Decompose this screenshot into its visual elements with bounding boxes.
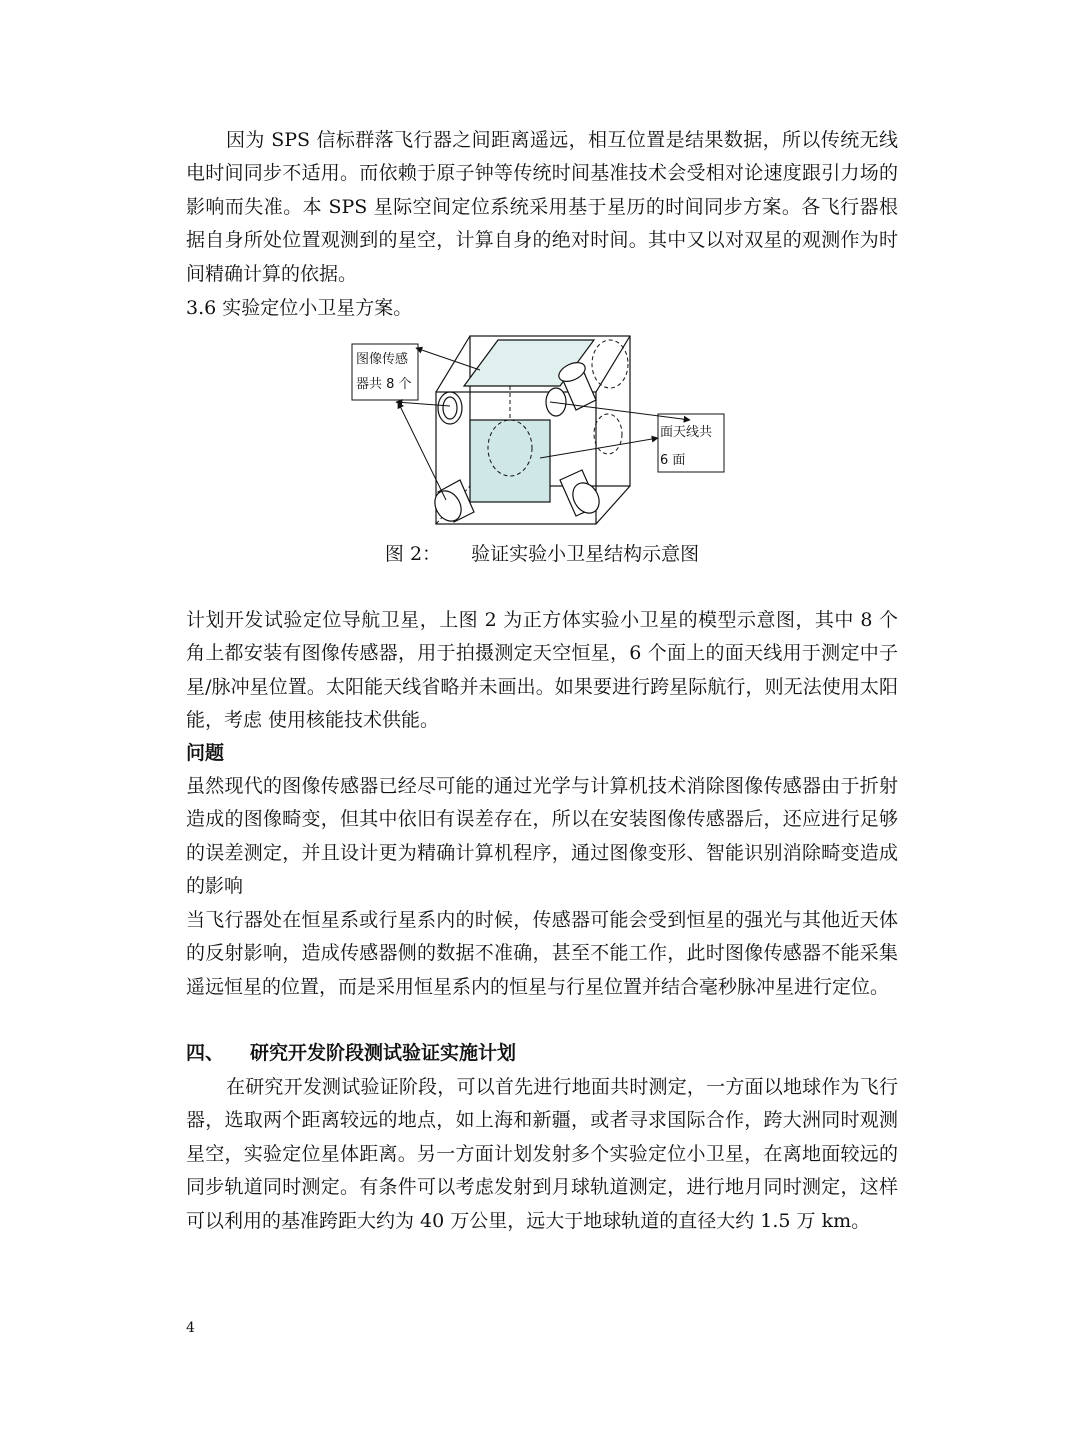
page-number: 4 [186, 1320, 195, 1336]
paragraph-time-sync: 因为 SPS 信标群落飞行器之间距离遥远，相互位置是结果数据，所以传统无线电时间同步不适用。而依赖于原子钟等传统时间基准技术会受相对论速度跟引力场的影响而失准。本 SPS 星际空间定位系统采用基于星历的时间同步方案。各飞行器根据自身所处位置观测到的星空，计算自身的绝对时间。其中又以对双星的观测作为时间精确计算的依据。 [186, 129, 898, 285]
figure-caption-label: 图 2： [384, 543, 442, 565]
front-face-antenna-panel [470, 420, 550, 502]
corner-sensor-front-top-left [438, 392, 462, 424]
paragraph-test-plan: 在研究开发测试验证阶段，可以首先进行地面共时测定，一方面以地球作为飞行器，选取两个距离较远的地点，如上海和新疆，或者寻求国际合作，跨大洲同时观测星空，实验定位星体距离。另一方面计划发射多个实验定位小卫星，在离地面较远的同步轨道同时测定。有条件可以考虑发射到月球轨道测定，进行地月同时测定，这样可以利用的基准跨距大约为 40 万公里，远大于地球轨道的直径大约 1.5 万 km。 [186, 1076, 898, 1232]
paragraph-star-interference: 当飞行器处在恒星系或行星系内的时候，传感器可能会受到恒星的强光与其他近天体的反射影响，造成传感器侧的数据不准确，甚至不能工作，此时图像传感器不能采集遥远恒星的位置，而是采用恒星系内的恒星与行星位置并结合毫秒脉冲星进行定位。 [186, 909, 898, 998]
heading-section-four-number: 四、 [186, 1042, 225, 1064]
sensor-label-line2: 器共 8 个 [356, 377, 412, 392]
heading-section-four [186, 1037, 898, 1070]
antenna-label-line1: 面天线共 [660, 425, 713, 440]
antenna-label-line2: 6 面 [660, 453, 686, 468]
corner-sensor-back-top-right [592, 340, 628, 388]
heading-section-four-text: 研究开发阶段测试验证实施计划 [250, 1042, 517, 1064]
figure-caption [186, 538, 898, 571]
paragraph-satellite-plan: 计划开发试验定位导航卫星，上图 2 为正方体实验小卫星的模型示意图，其中 8 个角上都安装有图像传感器，用于拍摄测定天空恒星，6 个面上的面天线用于测定中子星/脉冲星位置。太阳能天线省略并未画出。如果要进行跨星际航行，则无法使用太阳能，考虑 使用核能技术供能。 [186, 609, 898, 732]
corner-sensor-side-right [546, 388, 566, 416]
section-heading-3-6: 3.6 实验定位小卫星方案。 [186, 297, 413, 319]
sensor-label-line1: 图像传感 [356, 352, 409, 367]
corner-sensor-front-bottom-right [560, 470, 604, 518]
paragraph-distortion: 虽然现代的图像传感器已经尽可能的通过光学与计算机技术消除图像传感器由于折射造成的图像畸变，但其中依旧有误差存在，所以在安装图像传感器后，还应进行足够的误差测定，并且设计更为精确计算机程序，通过图像变形、智能识别消除畸变造成的影响 [186, 775, 898, 898]
heading-problem: 问题 [186, 742, 225, 764]
satellite-structure-diagram [350, 330, 730, 530]
figure-caption-text: 验证实验小卫星结构示意图 [471, 543, 700, 565]
